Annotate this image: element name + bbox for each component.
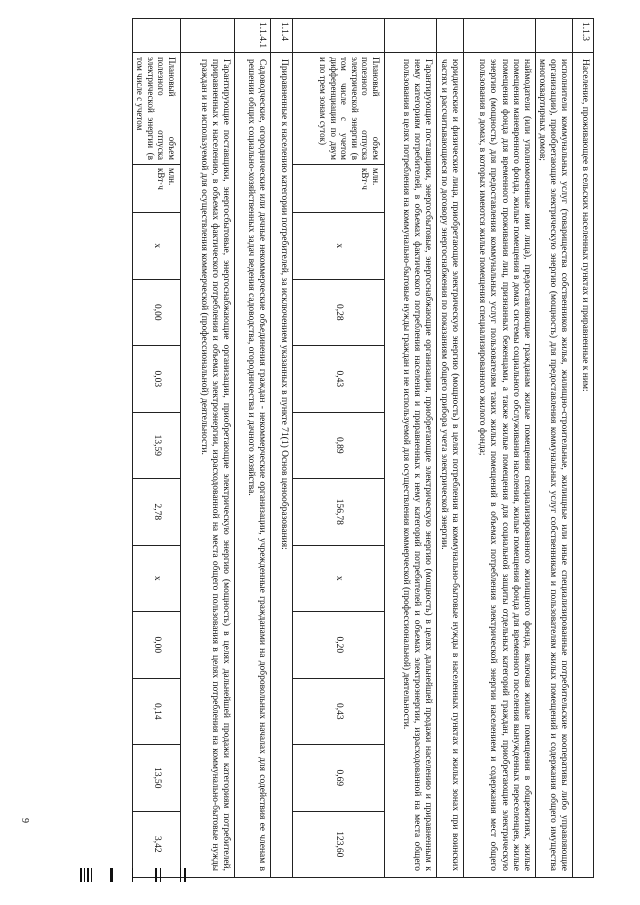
value-cell: 0,89 [293,413,384,480]
row-text: Гарантирующие поставщики, энергосбытовые, энергоснабжающие организации, приобретающие электрическую энергию (мощность) в целях дальнейшей продажи населению и приравненным к нему категориям потребителей, в объемах фактического потребления населения и приравненных к нему категорий потребителей и объемах электроэнергии, израсходованной на места общего пользования в целях потребления на коммунально-бытовые нужды граждан и не используемой для осуществления коммерческой (профессиональной) деятельности. [400,59,433,871]
row-text: исполнители коммунальных услуг (товарищества собственников жилья, жилищно-строительные, жилищные или иные специализированные потребительские кооперативы либо управляющие организации), приобретающие электрическую энергию (мощность) для предоставления коммунальных услуг собственникам и пользователям жилых помещений и содержания общего имущества многоквартирных домов; [536,59,569,871]
value-cell: 0,43 [293,346,384,413]
value-cell: x [133,546,180,613]
value-cell: 0,28 [293,280,384,347]
row-text: Садоводческие, огороднические или дачные некоммерческие объединения граждан - некоммерческие организации, учрежденные гражданами на добровольных началах для содействия ее членам в решении общих социально-хозяйственных задач ведения садоводства, огородничества и дачного хозяйства. [245,59,267,871]
value-cell: 0,69 [293,745,384,812]
table-row [180,18,234,878]
unit-label: млн. кВт·ч [133,165,180,213]
value-cell: 0,00 [133,280,180,347]
unit-label: млн. кВт·ч [293,165,384,213]
value-cell: 0,20 [293,612,384,679]
row-text: Гарантирующие поставщики, энергосбытовые, энергоснабжающие организации, приобретающие электрическую энергию (мощность) в целях дальнейшей продажи категориям потребителей, приравненных к населению, в объемах фактического потребления и объемах электроэнергии, израсходованной на места общего пользования в целях потребления на коммунально-бытовые нужды граждан и не используемой для осуществления коммерческой (профессиональной) деятельности. [198,59,231,871]
value-cell: 2,78 [133,479,180,546]
row-number [536,19,572,53]
table-row [292,18,384,878]
indicator-label: Плановый объем полезного отпуска электрической энергии (в том числе с учетом дифференциации по двум и по трем зонам суток) [293,53,384,165]
value-cell: 3,42 [152,835,163,853]
value-cell: 123,60 [334,831,345,858]
table-row [384,18,436,878]
row-data [133,53,180,877]
value-cell: 0,14 [133,679,180,746]
barcode-mark [80,868,280,882]
row-number: 1.1.3 [573,19,593,53]
row-number [464,19,535,53]
value-cell: x [293,546,384,613]
row-text: Население, проживающее в сельских населенных пунктах и приравненные к ним: [580,59,590,392]
row-number [437,19,463,53]
rotated-document-page [34,18,594,878]
row-number [133,19,180,53]
table-row [463,18,535,878]
table-row [535,18,572,878]
value-cell: x [133,213,180,280]
row-number: 1.1.4.1 [235,19,270,53]
row-number [181,19,234,53]
row-text: Приравненные к населению категории потребителей, за исключением указанных в пункте 71(1) Основ ценообразования: [279,59,289,550]
row-number: 1.1.4 [271,19,292,53]
row-text: наймодатели (или уполномоченные ими лица), предоставляющие гражданам жилые помещения специализированного жилищного фонда, включая жилые помещения в общежитиях, жилые помещения маневренного фонда, жилые помещения в домах системы социального обслуживания населения, жилые помещения фонда для временного поселения вынужденных переселенцев, жилые помещения фонда для временного проживания лиц, признанных беженцами, а также жилые помещения для социальной защиты отдельных категорий граждан, приобретающие электрическую энергию (мощность) для предоставления коммунальных услуг пользователям таких жилых помещений в объемах потребления электрической энергии населением и содержания мест общего пользования в домах, в которых имеются жилые помещения специализированного жилого фонда; [477,59,532,871]
row-text: юридические и физические лица, приобретающие электрическую энергию (мощность) в целях потребления на коммунально-бытовые нужды в населенных пунктах и жилых зонах при воинских частях и рассчитывающиеся по договору энергоснабжения по показаниям общего прибора учета электрической энергии. [438,59,460,871]
row-data [293,53,384,877]
value-cell: 0,43 [293,679,384,746]
value-cell: x [293,213,384,280]
table-row [234,18,270,878]
table-row [132,18,180,878]
value-cell: 0,00 [133,612,180,679]
page-number: 9 [19,818,30,823]
table-row [572,18,594,878]
value-cell: 156,78 [293,479,384,546]
table-row [436,18,463,878]
table-row [270,18,292,878]
value-cell: 13,50 [133,745,180,812]
row-number [293,19,384,53]
indicator-label: Плановый объем полезного отпуска электрической энергии (в том числе с учетом [133,53,180,165]
value-cell: 0,03 [133,346,180,413]
value-cell: 13,59 [133,413,180,480]
row-number [385,19,436,53]
